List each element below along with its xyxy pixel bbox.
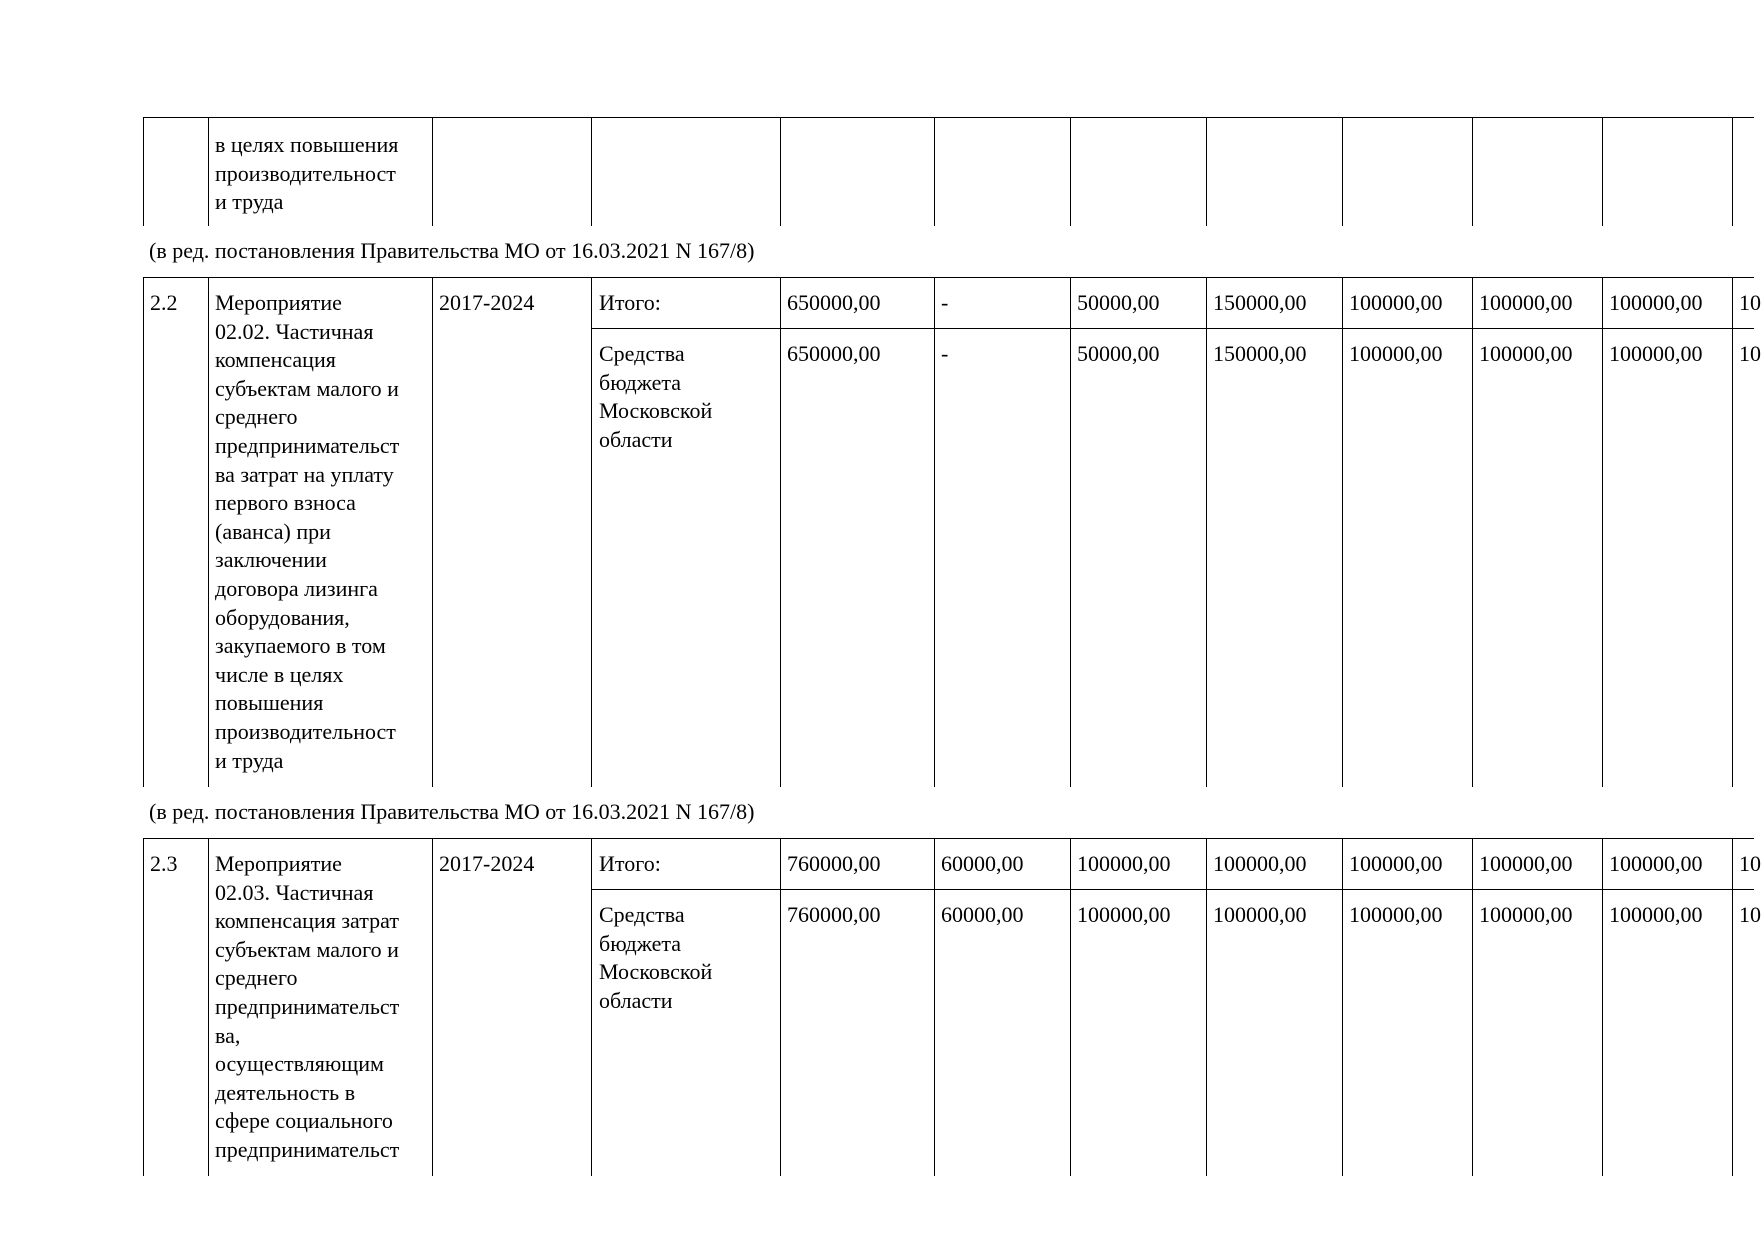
value-cell: 100000,00 xyxy=(1479,902,1573,927)
table-grid-line xyxy=(934,277,935,787)
value-cell: 100000,00 xyxy=(1213,851,1307,876)
table-grid-line xyxy=(432,117,433,226)
value-cell: 60000,00 xyxy=(941,902,1024,927)
row-number: 2.3 xyxy=(150,851,178,876)
table-grid-line xyxy=(143,277,144,787)
table-grid-line xyxy=(1342,117,1343,226)
table-grid-line xyxy=(934,838,935,1176)
value-cell: 100000,00 xyxy=(1213,902,1307,927)
value-cell: 650000,00 xyxy=(787,290,881,315)
value-cell: 100000,00 xyxy=(1349,851,1443,876)
source-total-label: Итого: xyxy=(599,851,661,876)
amendment-note: (в ред. постановления Правительства МО от 16.03.2021 N 167/8) xyxy=(149,238,755,263)
value-cell: 100000,00 xyxy=(1349,290,1443,315)
value-cell: 150000,00 xyxy=(1213,341,1307,366)
table-grid-line xyxy=(780,117,781,226)
table-grid-line xyxy=(1070,838,1071,1176)
amendment-note: (в ред. постановления Правительства МО от 16.03.2021 N 167/8) xyxy=(149,799,755,824)
table-grid-line xyxy=(1070,277,1071,787)
table-grid-line xyxy=(591,838,592,1176)
value-cell: 100000,00 xyxy=(1349,341,1443,366)
value-cell: 10 xyxy=(1739,902,1761,927)
table-grid-line xyxy=(1602,117,1603,226)
value-cell: 100000,00 xyxy=(1349,902,1443,927)
period-cell: 2017-2024 xyxy=(439,290,535,315)
table-grid-line xyxy=(1602,277,1603,787)
table-grid-line xyxy=(591,277,592,787)
value-cell: 100000,00 xyxy=(1609,341,1703,366)
value-cell: - xyxy=(941,341,949,366)
table-border-top xyxy=(143,117,1754,118)
event-name-text: Мероприятие 02.02. Частичная компенсация субъектам малого и среднего предпринимательст ва затрат на уплату первого взноса (аванса) при заключении договора лизинга оборудования, закупаемого в том числе в целях повышения производительност и труда xyxy=(215,290,400,773)
value-cell: 100000,00 xyxy=(1609,290,1703,315)
source-budget-label: Средства бюджета Московской области xyxy=(599,341,713,452)
table-grid-line xyxy=(591,117,592,226)
table-grid-line xyxy=(208,838,209,1176)
table-grid-line xyxy=(591,889,1754,890)
table-grid-line xyxy=(1342,277,1343,787)
value-cell: 50000,00 xyxy=(1077,290,1160,315)
table-grid-line xyxy=(1732,277,1733,787)
table-grid-line xyxy=(208,117,209,226)
value-cell: 50000,00 xyxy=(1077,341,1160,366)
table-grid-line xyxy=(143,117,144,226)
value-cell: 60000,00 xyxy=(941,851,1024,876)
table-border-top xyxy=(143,277,1754,278)
table-grid-line xyxy=(1472,277,1473,787)
table-grid-line xyxy=(432,277,433,787)
table-grid-line xyxy=(208,277,209,787)
value-cell: 100000,00 xyxy=(1609,902,1703,927)
table-grid-line xyxy=(934,117,935,226)
row-number: 2.2 xyxy=(150,290,178,315)
table-grid-line xyxy=(591,328,1754,329)
table-grid-line xyxy=(1206,277,1207,787)
table-grid-line xyxy=(1732,838,1733,1176)
table-grid-line xyxy=(1602,838,1603,1176)
source-total-label: Итого: xyxy=(599,290,661,315)
table-grid-line xyxy=(1732,117,1733,226)
value-cell: 10 xyxy=(1739,290,1761,315)
event-name-text: Мероприятие 02.03. Частичная компенсация затрат субъектам малого и среднего предпринимательст ва, осуществляющим деятельность в сфере социального предпринимательст xyxy=(215,851,400,1162)
table-grid-line xyxy=(1472,117,1473,226)
value-cell: 100000,00 xyxy=(1077,902,1171,927)
source-budget-label: Средства бюджета Московской области xyxy=(599,902,713,1013)
value-cell: 100000,00 xyxy=(1479,851,1573,876)
table-grid-line xyxy=(1472,838,1473,1176)
value-cell: 100000,00 xyxy=(1609,851,1703,876)
table-grid-line xyxy=(432,838,433,1176)
period-cell: 2017-2024 xyxy=(439,851,535,876)
value-cell: 10 xyxy=(1739,851,1761,876)
table-grid-line xyxy=(780,838,781,1176)
table-grid-line xyxy=(143,838,144,1176)
table-grid-line xyxy=(1206,838,1207,1176)
value-cell: 150000,00 xyxy=(1213,290,1307,315)
value-cell: 760000,00 xyxy=(787,902,881,927)
table-border-top xyxy=(143,838,1754,839)
table-grid-line xyxy=(1206,117,1207,226)
table-grid-line xyxy=(1342,838,1343,1176)
value-cell: 760000,00 xyxy=(787,851,881,876)
value-cell: - xyxy=(941,290,949,315)
value-cell: 100000,00 xyxy=(1077,851,1171,876)
value-cell: 650000,00 xyxy=(787,341,881,366)
value-cell: 100000,00 xyxy=(1479,290,1573,315)
table-grid-line xyxy=(780,277,781,787)
value-cell: 100000,00 xyxy=(1479,341,1573,366)
value-cell: 10 xyxy=(1739,341,1761,366)
continuation-name-text: в целях повышения производительност и труда xyxy=(215,132,399,215)
table-grid-line xyxy=(1070,117,1071,226)
